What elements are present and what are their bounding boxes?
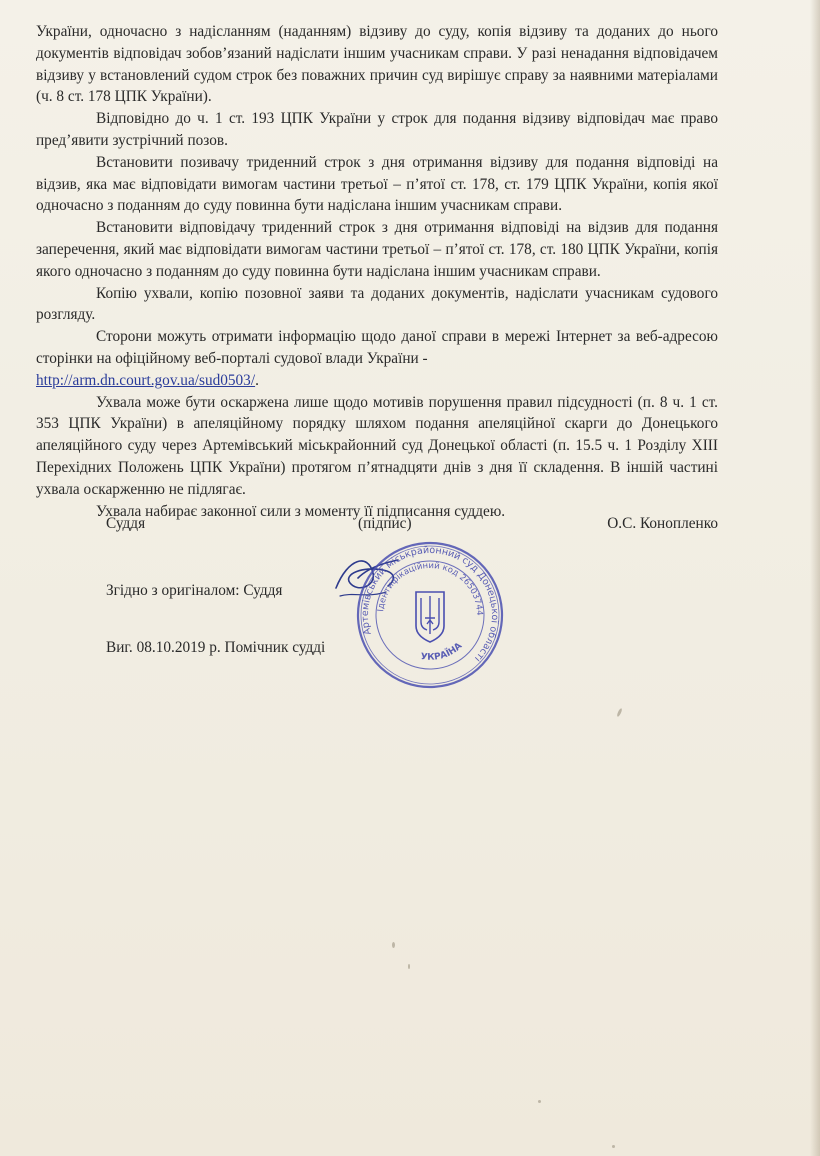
paragraph-send-copies: Копію ухвали, копію позовної заяви та доданих документів, надіслати учасникам судового розгляду. [36, 284, 718, 324]
paragraph-defendant-deadline: Встановити відповідачу триденний строк з дня отримання відповіді на відзив для подання заперечення, який має відповідати вимогам частини третьої – п’ятої ст. 178, ст. 180 ЦПК України, копія якого одночасно з поданням до суду повинна бути надіслана іншим учасникам справи. [36, 219, 718, 280]
svg-text:УКРАЇНА [416, 635, 465, 671]
seal-outer-text: Артемівський міськрайонний суд Донецької області [359, 544, 501, 664]
court-seal [355, 540, 505, 690]
paper-mark [538, 1100, 541, 1103]
judge-label: Суддя [106, 515, 146, 532]
paragraph-effective: Ухвала набирає законної сили з моменту її підписання суддею. [96, 502, 506, 520]
paragraph-plaintiff-deadline: Встановити позивачу триденний строк з дня отримання відзиву для подання відповіді на відзив, яка має відповідати вимогам частини третьої – п’ятої ст. 178, ст. 179 ЦПК України, копія якої одночасно з поданням до суду повинна бути надіслана іншим учасникам справи. [36, 153, 718, 215]
paper-mark [408, 964, 410, 969]
trident-icon [416, 592, 444, 642]
issued-line: Виг. 08.10.2019 р. Помічник судді [106, 639, 326, 656]
seal-inner-text: Ідентифікаційний код 26503744 [376, 560, 485, 616]
copy-line: Згідно з оригіналом: Суддя [106, 582, 283, 599]
court-website-link[interactable]: http://arm.dn.court.gov.ua/sud0503/ [36, 371, 256, 389]
document-body [36, 21, 718, 522]
page-edge-shadow [810, 0, 820, 1156]
signature-row [106, 515, 718, 539]
paragraph-intro: України, одночасно з надісланням (наданням) відзиву до суду, копія відзиву та доданих до нього документів відповідач зобов’язаний надіслати іншим учасникам справи. У разі ненадання відповідачем відзиву у встановлений судом строк без поважних причин суд вирішує справу за наявними матеріалами (ч. 8 ст. 178 ЦПК України). [36, 23, 718, 106]
paragraph-appeal: Ухвала може бути оскаржена лише щодо мотивів порушення правил підсудності (п. 8 ч. 1 ст. 353 ЦПК України) в апеляційному порядку шляхом подання апеляційної скарги до Донецького апеляційного суду через Артемівський міськрайонний суд Донецької області (п. 15.5 ч. 1 Розділу XIII Перехідних Положень ЦПК України) протягом п’ятнадцяти днів з дня її складення. В іншій частині ухвала оскарженню не підлягає. [36, 393, 718, 498]
seal-bottom-text: УКРАЇНА [420, 641, 465, 663]
paper-mark [612, 1145, 615, 1148]
online-info-text: Сторони можуть отримати інформацію щодо даної справи в мережі Інтернет за веб-адресою сторінки на офіційному веб-порталі судової влади України - [36, 328, 718, 367]
judge-name: О.С. Конопленко [607, 515, 718, 532]
link-suffix: . [255, 371, 259, 389]
signature-label: (підпис) [358, 515, 412, 532]
paper-mark [616, 708, 623, 717]
paper-mark [392, 942, 395, 948]
paragraph-online-info [36, 326, 718, 391]
paragraph-counterclaim: Відповідно до ч. 1 ст. 193 ЦПК України у строк для подання відзиву відповідач має право пред’явити зустрічний позов. [36, 110, 718, 149]
